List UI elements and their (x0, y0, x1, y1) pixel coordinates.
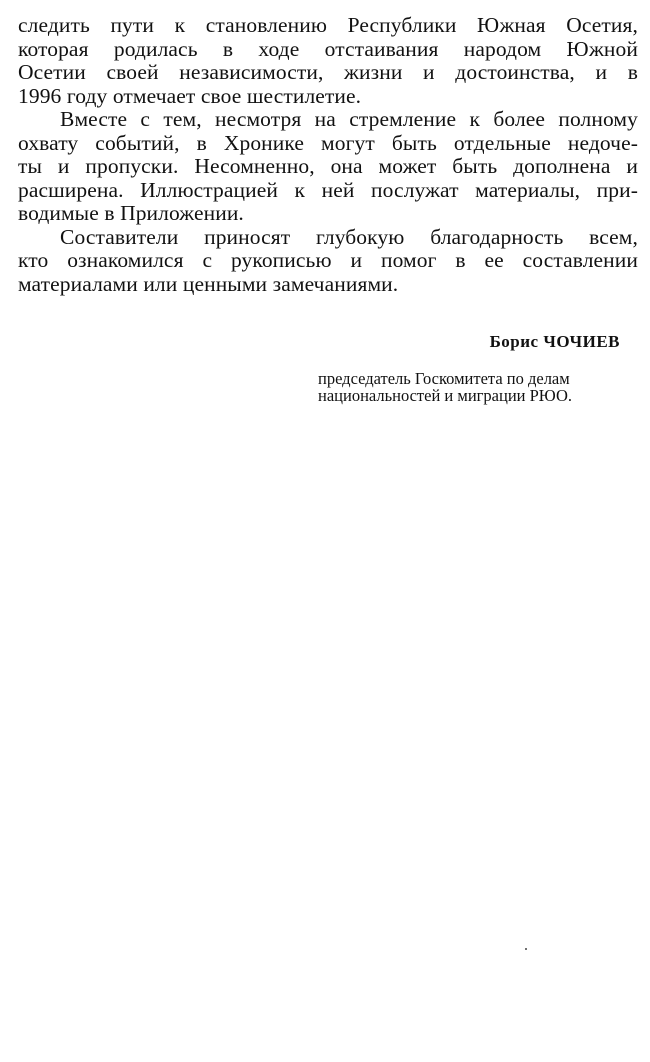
text-line: ты и пропуски. Несомненно, она может быть дополнена и (18, 154, 638, 178)
text-line: Осетии своей независимости, жизни и достоинства, и в (18, 60, 638, 84)
text-line: охвату событий, в Хронике могут быть отдельные недоче- (18, 130, 638, 155)
text-line: следить пути к становлению Республики Южная Осетия, (18, 13, 638, 37)
text-line: расширена. Иллюстрацией к ней послужат материалы, при- (18, 177, 638, 202)
text-line: Составители приносят глубокую благодарность всем, (60, 224, 638, 249)
position-line: председатель Госкомитета по делам (318, 369, 570, 388)
text-line: 1996 году отмечает свое шестилетие. (18, 83, 362, 108)
position-line: национальностей и миграции РЮО. (318, 386, 572, 405)
text-line: Вместе с тем, несмотря на стремление к более полному (60, 107, 638, 131)
print-speck (525, 948, 527, 950)
signature-position (318, 370, 623, 404)
signature-name: Борис ЧОЧИЕВ (489, 332, 620, 351)
text-line: которая родилась в ходе отстаивания народом Южной (18, 36, 638, 61)
paragraph-2 (18, 108, 638, 226)
document-page (18, 14, 638, 296)
text-line: кто ознакомился с рукописью и помог в ее составлении (18, 248, 638, 272)
text-line: водимые в Приложении. (18, 201, 244, 225)
text-line: материалами или ценными замечаниями. (18, 271, 399, 296)
paragraph-1 (18, 14, 638, 108)
paragraph-3 (18, 226, 638, 297)
